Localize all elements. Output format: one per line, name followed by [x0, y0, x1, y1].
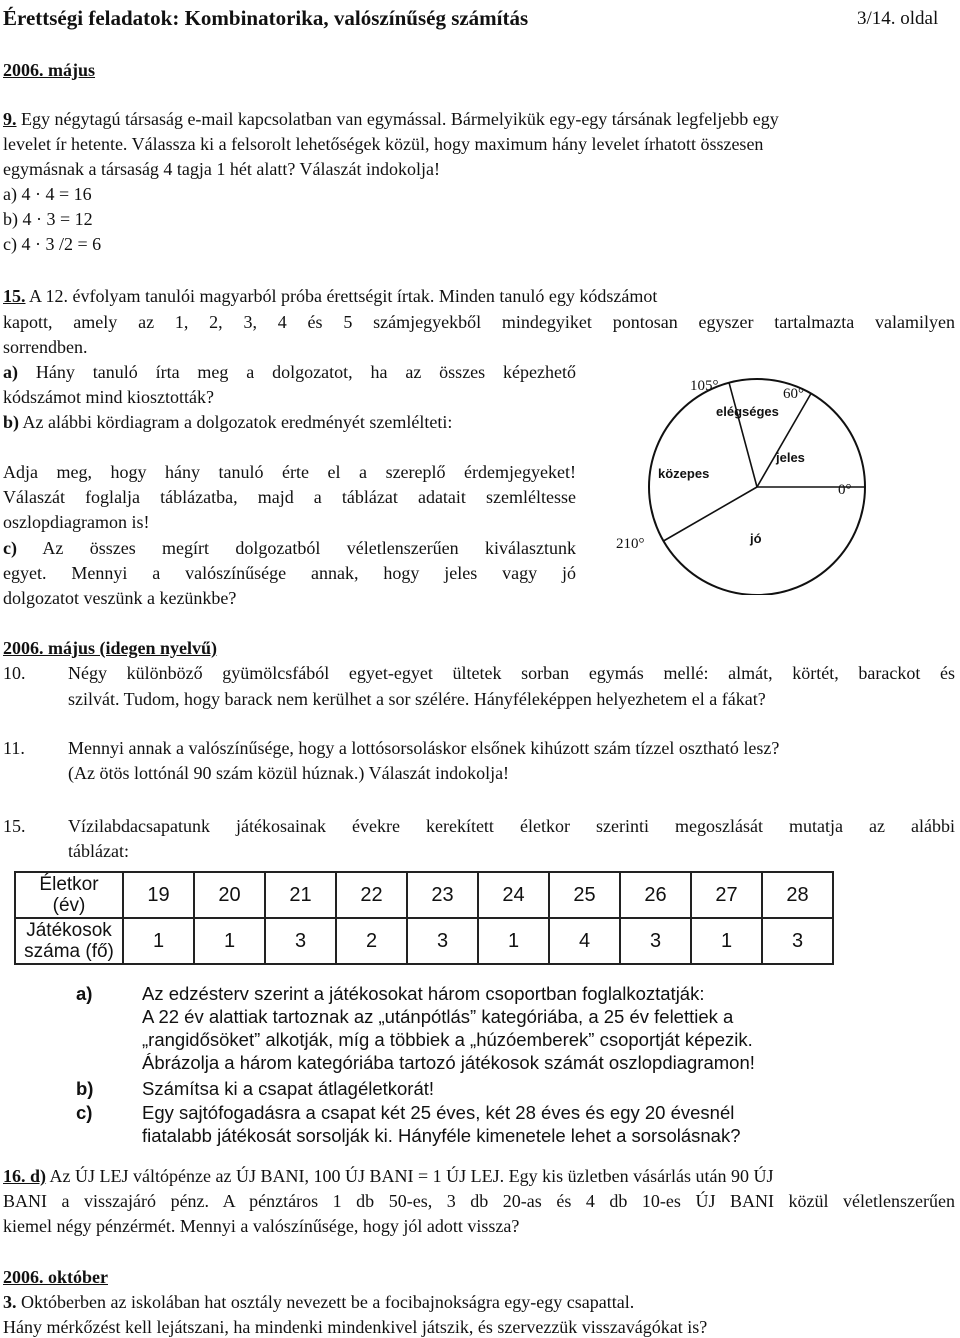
- table-cell: 3: [407, 918, 478, 964]
- problem-15-b-line-3: Válaszát foglalja táblázatba, majd a táblázat adatait szemléltesse: [3, 487, 576, 507]
- option-a: a) 4 · 4 = 16: [3, 184, 92, 204]
- problem-3-line-1: 3. Októberben az iskolában hat osztály nevezett be a focibajnokságra egy-egy csapattal.: [3, 1292, 635, 1312]
- problem-15-a-line-2: kódszámot mind kiosztották?: [3, 387, 214, 407]
- table-cell: 24: [478, 872, 549, 918]
- scan-c-label: c): [76, 1102, 93, 1123]
- table-cell: 1: [123, 918, 194, 964]
- problem-number: 16. d): [3, 1166, 47, 1186]
- table-cell: 21: [265, 872, 336, 918]
- pie-radius-105: [729, 383, 757, 487]
- problem-15b-line-2: táblázat:: [68, 841, 129, 861]
- age-distribution-table: [14, 871, 834, 965]
- problem-9-line-3: egymásnak a társaság 4 tagja 1 hét alatt? Válaszát indokolja!: [3, 159, 441, 179]
- slice-label-kozepes: közepes: [658, 466, 710, 481]
- slice-label-elegseges: elégséges: [716, 404, 779, 419]
- table-row: [15, 872, 833, 918]
- table-cell: 1: [691, 918, 762, 964]
- problem-3-line-2: Hány mérkőzést kell lejátszani, ha mindenki mindenkivel játszik, és szervezzük visszavágókat is?: [3, 1317, 708, 1337]
- problem-16-line-2: BANI a visszajáró pénz. A pénztáros 1 db 50-es, 3 db 20-as és 4 db 10-es ÚJ BANI közül véletlenszerűen: [3, 1191, 955, 1211]
- header-cell-age: Életkor (év): [15, 872, 123, 918]
- problem-15-line-3: sorrendben.: [3, 337, 88, 357]
- angle-label-0: 0°: [838, 482, 852, 498]
- problem-15-line-2: kapott, amely az 1, 2, 3, 4 és 5 számjegyekből mindegyiket pontosan egyszer tartalmazta valamilyen: [3, 312, 955, 332]
- scan-a-line-4: Ábrázolja a három kategóriába tartozó játékosok számát oszlopdiagramon!: [142, 1052, 755, 1073]
- table-cell: 3: [620, 918, 691, 964]
- angle-label-105: 105°: [690, 378, 719, 394]
- problem-10-line-1: Négy különböző gyümölcsfából egyet-egyet ültetek sorban egymás mellé: almát, körtét, barackot és: [68, 663, 955, 683]
- table-cell: 28: [762, 872, 833, 918]
- problem-number: 9.: [3, 109, 17, 129]
- scan-a-line-1: Az edzésterv szerint a játékosokat három csoportban foglalkoztatják:: [142, 983, 705, 1004]
- option-c: c) 4 · 3 /2 = 6: [3, 234, 102, 254]
- problem-15-b-line-4: oszlopdiagramon is!: [3, 512, 150, 532]
- table-cell: 20: [194, 872, 265, 918]
- problem-15-b-line-2: Adja meg, hogy hány tanuló érte el a szereplő érdemjegyeket!: [3, 462, 576, 482]
- problem-15b-number: 15.: [3, 816, 26, 836]
- problem-15b-line-1: Vízilabdacsapatunk játékosainak évekre kerekített életkor szerinti megoszlását mutatja az alábbi: [68, 816, 955, 836]
- problem-15-b-line-1: b) Az alábbi kördiagram a dolgozatok eredményét szemlélteti:: [3, 412, 453, 432]
- angle-label-210: 210°: [616, 536, 645, 552]
- problem-10-line-2: szilvát. Tudom, hogy barack nem kerülhet a sor szélére. Hányféleképpen helyezhetem el a fákat?: [68, 689, 766, 709]
- problem-15-c-line-2: egyet. Mennyi a valószínűsége annak, hogy jeles vagy jó: [3, 563, 576, 583]
- problem-number: 15.: [3, 286, 26, 306]
- table-cell: 3: [265, 918, 336, 964]
- table-cell: 3: [762, 918, 833, 964]
- table-row: [15, 918, 833, 964]
- table-cell: 23: [407, 872, 478, 918]
- problem-11-line-2: (Az ötös lottónál 90 szám közül húznak.) Válaszát indokolja!: [68, 763, 510, 783]
- table-cell: 22: [336, 872, 407, 918]
- problem-number: 3.: [3, 1292, 17, 1312]
- angle-label-60: 60°: [783, 386, 804, 402]
- table-cell: 4: [549, 918, 620, 964]
- problem-15-c-line-3: dolgozatot veszünk a kezünkbe?: [3, 588, 237, 608]
- problem-16-line-1: 16. d) Az ÚJ LEJ váltópénze az ÚJ BANI, 100 ÚJ BANI = 1 ÚJ LEJ. Egy kis üzletben vásárlás után 90 ÚJ: [3, 1166, 774, 1186]
- problem-15-c-line-1: c) Az összes megírt dolgozatból véletlenszerűen kiválasztunk: [3, 538, 576, 558]
- problem-9-line-2: levelet ír hetente. Válassza ki a felsorolt lehetőségek közül, hogy maximum hány levelet írhatott összesen: [3, 134, 764, 154]
- section-heading: 2006. május: [3, 60, 96, 80]
- table-cell: 1: [478, 918, 549, 964]
- table-cell: 25: [549, 872, 620, 918]
- slice-label-jo: jó: [750, 531, 762, 546]
- scan-b-line-1: Számítsa ki a csapat átlagéletkorát!: [142, 1078, 435, 1099]
- section-heading: 2006. október: [3, 1267, 108, 1287]
- scan-b-label: b): [76, 1078, 94, 1099]
- problem-15-a-line-1: a) Hány tanuló írta meg a dolgozatot, ha az összes képezhető: [3, 362, 576, 382]
- scan-c-line-2: fiatalabb játékosát sorsolják ki. Hányféle kimenetele lehet a sorsolásnak?: [142, 1125, 741, 1146]
- scan-a-label: a): [76, 983, 93, 1004]
- table-cell: 19: [123, 872, 194, 918]
- document-title: Érettségi feladatok: Kombinatorika, valószínűség számítás: [3, 6, 529, 30]
- pie-radius-210: [663, 487, 757, 541]
- option-b: b) 4 · 3 = 12: [3, 209, 93, 229]
- problem-10-number: 10.: [3, 663, 26, 683]
- table-cell: 27: [691, 872, 762, 918]
- problem-15-line-1: 15. A 12. évfolyam tanulói magyarból próba érettségit írtak. Minden tanuló egy kódszámot: [3, 286, 658, 306]
- scan-a-line-3: „rangidősöket” alkotják, míg a többiek a „húzóemberek” csoportját képezik.: [142, 1029, 753, 1050]
- scan-c-line-1: Egy sajtófogadásra a csapat két 25 éves, két 28 éves és egy 20 évesnél: [142, 1102, 735, 1123]
- table-cell: 2: [336, 918, 407, 964]
- scan-a-line-2: A 22 év alattiak tartoznak az „utánpótlás” kategóriába, a 25 év felettiek a: [142, 1006, 734, 1027]
- page-number: 3/14. oldal: [857, 8, 939, 29]
- table-cell: 26: [620, 872, 691, 918]
- slice-label-jeles: jeles: [776, 450, 805, 465]
- section-heading: 2006. május (idegen nyelvű): [3, 638, 218, 658]
- problem-11-line-1: Mennyi annak a valószínűsége, hogy a lottósorsoláskor elsőnek kihúzott szám tízzel osztható lesz?: [68, 738, 780, 758]
- problem-16-line-3: kiemel négy pénzérmét. Mennyi a valószínűsége, hogy jól adott vissza?: [3, 1216, 520, 1236]
- header-cell-count: Játékosok száma (fő): [15, 918, 123, 964]
- problem-11-number: 11.: [3, 738, 25, 758]
- problem-9-line-1: 9. Egy négytagú társaság e-mail kapcsolatban van egymással. Bármelyikük egy-egy társának legfeljebb egy: [3, 109, 779, 129]
- grade-pie-chart: [600, 370, 880, 595]
- table-cell: 1: [194, 918, 265, 964]
